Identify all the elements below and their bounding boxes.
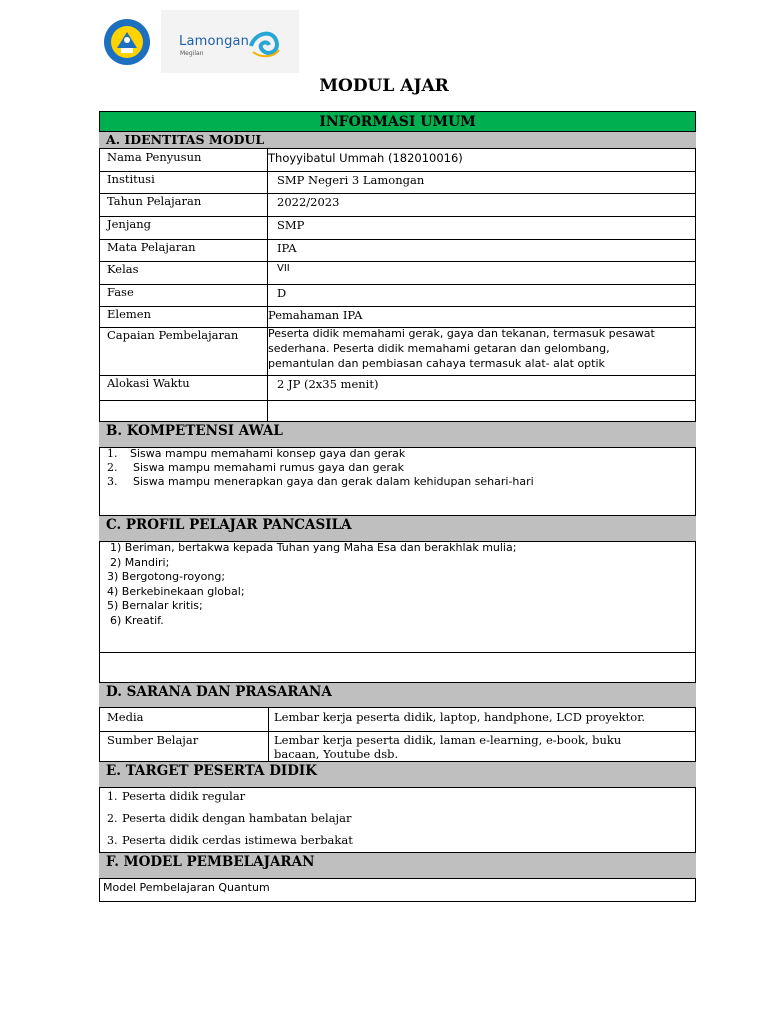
divider [267,149,268,421]
target-num: 1. [107,790,118,803]
identitas-value: VII [277,263,290,274]
target-item: Peserta didik cerdas istimewa berbakat [122,833,353,847]
profil-header [99,515,696,542]
kompetensi-item: Siswa mampu menerapkan gaya dan gerak dalam kehidupan sehari-hari [133,475,534,488]
divider [99,731,696,732]
divider [99,284,696,285]
model-header [99,852,696,879]
identitas-value: D [277,286,287,300]
target-header [99,761,696,788]
kompetensi-title: B. KOMPETENSI AWAL [106,423,283,439]
sarana-label: Sumber Belajar [107,733,199,747]
profil-item: 4) Berkebinekaan global; [107,585,245,598]
identitas-label: Nama Penyusun [107,150,202,164]
kompetensi-num: 1. [107,447,118,460]
kompetensi-item: Siswa mampu memahami konsep gaya dan gerak [130,447,406,460]
sarana-value: bacaan, Youtube dsb. [274,747,399,761]
identitas-label: Tahun Pelajaran [107,194,202,208]
identitas-value: 2 JP (2x35 menit) [277,377,379,391]
profil-item: 2) Mandiri; [110,556,170,569]
sarana-title: D. SARANA DAN PRASARANA [106,684,332,700]
divider [99,261,696,262]
profil-item: 3) Bergotong-royong; [107,570,226,583]
identitas-label: Alokasi Waktu [107,376,190,390]
identitas-value: Peserta didik memahami gerak, gaya dan tekanan, termasuk pesawat [268,327,655,340]
identitas-label: Institusi [107,172,155,186]
target-num: 3. [107,834,118,847]
profil-item: 5) Bernalar kritis; [107,599,203,612]
identitas-label: Kelas [107,262,139,276]
identitas-label: Mata Pelajaran [107,240,196,254]
sarana-header [99,682,696,708]
divider [99,400,696,401]
identitas-header [99,131,696,149]
sarana-value: Lembar kerja peserta didik, laptop, handphone, LCD proyektor. [274,710,646,724]
target-num: 2. [107,812,118,825]
target-item: Peserta didik dengan hambatan belajar [122,811,352,825]
informasi-umum-title: INFORMASI UMUM [319,114,476,130]
identitas-label: Capaian Pembelajaran [107,328,239,342]
kompetensi-header [99,421,696,448]
identitas-value: pemantulan dan pembiasan cahaya termasuk alat- alat optik [268,357,605,370]
identitas-value: Thoyyibatul Ummah (182010016) [268,151,463,165]
identitas-value: 2022/2023 [277,195,340,209]
identitas-value: SMP [277,218,305,232]
model-title: F. MODEL PEMBELAJARAN [106,854,315,870]
logo-subtext: Megilan [180,50,204,57]
sarana-value: Lembar kerja peserta didik, laman e-learning, e-book, buku [274,733,622,747]
profil-item: 1) Beriman, bertakwa kepada Tuhan yang Maha Esa dan berakhlak mulia; [110,541,517,554]
divider [99,216,696,217]
divider [99,306,696,307]
lamongan-logo [161,10,299,73]
logo-text: Lamongan [179,34,250,49]
profil-item: 6) Kreatif. [110,614,164,627]
identitas-label: Fase [107,285,134,299]
model-value: Model Pembelajaran Quantum [103,881,270,894]
identitas-value: sederhana. Peserta didik memahami getaran dan gelombang, [268,342,610,355]
sarana-label: Media [107,710,144,724]
identitas-label: Elemen [107,307,151,321]
kompetensi-num: 2. [107,461,118,474]
wave-icon [247,26,283,60]
informasi-umum-header [99,111,696,132]
profil-title: C. PROFIL PELAJAR PANCASILA [106,517,352,533]
page-title: MODUL AJAR [319,76,449,96]
identitas-label: Jenjang [107,217,152,231]
divider [99,171,696,172]
kompetensi-num: 3. [107,475,118,488]
identitas-value: SMP Negeri 3 Lamongan [277,173,425,187]
divider [268,708,269,761]
identitas-title: A. IDENTITAS MODUL [106,132,265,147]
identitas-value: IPA [277,241,297,255]
divider [99,652,696,653]
target-title: E. TARGET PESERTA DIDIK [106,763,317,779]
kemendikbud-logo [100,18,154,66]
kompetensi-item: Siswa mampu memahami rumus gaya dan gerak [133,461,404,474]
target-item: Peserta didik regular [122,789,246,803]
identitas-value: Pemahaman IPA [268,308,363,322]
